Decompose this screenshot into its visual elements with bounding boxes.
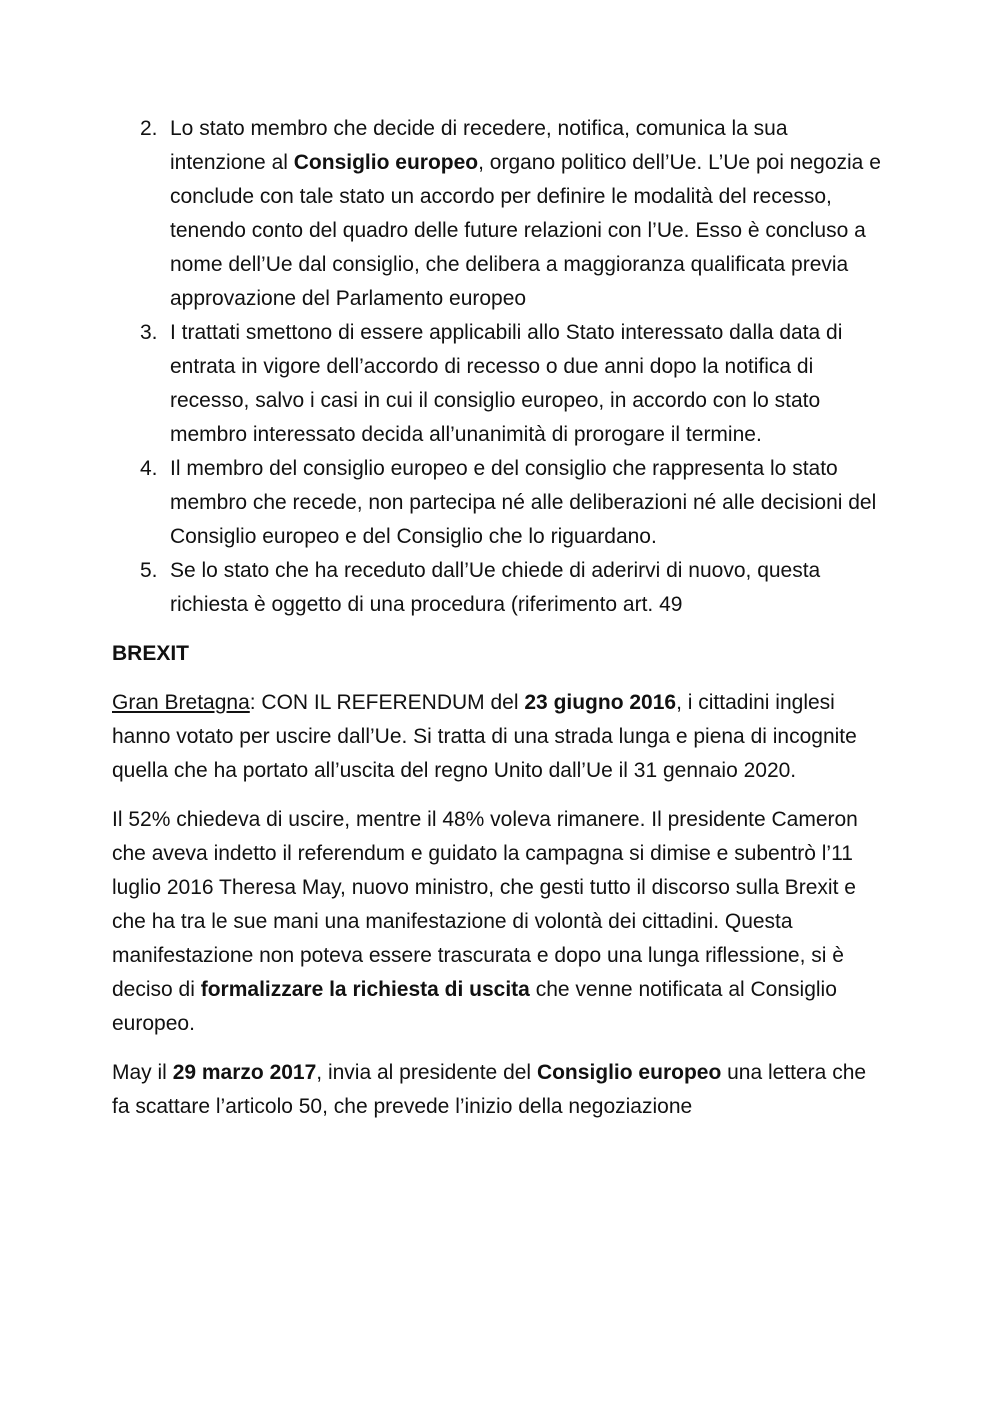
- section-heading: BREXIT: [112, 642, 190, 665]
- paragraph-text: , invia al presidente del: [316, 1061, 537, 1084]
- bold-text: Consiglio europeo: [536, 1061, 722, 1084]
- list-number: 2.: [140, 117, 158, 140]
- list-item: [112, 316, 888, 452]
- paragraph: [112, 1056, 888, 1124]
- list-text: Se lo stato che ha receduto dall’Ue chiede di aderirvi di nuovo, questa richiesta è oggetto di una procedura (riferimento art. 49: [170, 559, 821, 616]
- numbered-list: [112, 112, 888, 622]
- paragraph-text: che venne notificata al Consiglio europeo.: [112, 978, 837, 1035]
- list-text: Il membro del consiglio europeo e del consiglio che rappresenta lo stato membro che recede, non partecipa né alle deliberazioni né alle decisioni del Consiglio europeo e del Consiglio che lo riguardano.: [170, 457, 877, 548]
- list-item: [112, 452, 888, 554]
- list-number: 4.: [140, 457, 158, 480]
- paragraph-text: , i cittadini inglesi hanno votato per uscire dall’Ue. Si tratta di una strada lunga e piena di incognite quella che ha portato all’uscita del regno Unito dall’Ue il 31 gennaio 2020.: [112, 691, 857, 782]
- paragraph-text: May il: [112, 1061, 173, 1084]
- list-item: [112, 112, 888, 316]
- paragraph-text: : CON IL REFERENDUM del: [249, 691, 525, 714]
- paragraph: [112, 686, 888, 788]
- list-item: [112, 554, 888, 622]
- paragraph-text: una lettera che fa scattare l’articolo 50, che prevede l’inizio della negoziazione: [112, 1061, 867, 1118]
- list-number: 5.: [140, 559, 158, 582]
- bold-text: 23 giugno 2016: [524, 691, 677, 714]
- bold-text: Consiglio europeo: [293, 151, 479, 174]
- bold-text: 29 marzo 2017: [172, 1061, 317, 1084]
- paragraph-text: Il 52% chiedeva di uscire, mentre il 48% voleva rimanere. Il presidente Cameron che aveva indetto il referendum e guidato la campagna si dimise e subentrò l’11 luglio 2016 Theresa May, nuovo ministro, che gesti tutto il discorso sulla Brexit e che ha tra le sue mani una manifestazione di volontà dei cittadini. Questa manifestazione non poteva essere trascurata e dopo una lunga riflessione, si è deciso di: [112, 808, 858, 1001]
- list-text: Lo stato membro che decide di recedere, notifica, comunica la sua intenzione al: [170, 117, 788, 174]
- bold-text: formalizzare la richiesta di uscita: [200, 978, 530, 1001]
- paragraph: [112, 803, 888, 1041]
- list-text: I trattati smettono di essere applicabili allo Stato interessato dalla data di entrata in vigore dell’accordo di recesso o due anni dopo la notifica di recesso, salvo i casi in cui il consiglio europeo, in accordo con lo stato membro interessato decida all’unanimità di prorogare il termine.: [170, 321, 843, 446]
- list-text: , organo politico dell’Ue. L’Ue poi negozia e conclude con tale stato un accordo per definire le modalità del recesso, tenendo conto del quadro delle future relazioni con l’Ue. Esso è concluso a nome dell’Ue dal consiglio, che delibera a maggioranza qualificata previa approvazione del Parlamento europeo: [170, 151, 881, 310]
- list-number: 3.: [140, 321, 158, 344]
- underlined-text: Gran Bretagna: [112, 691, 250, 714]
